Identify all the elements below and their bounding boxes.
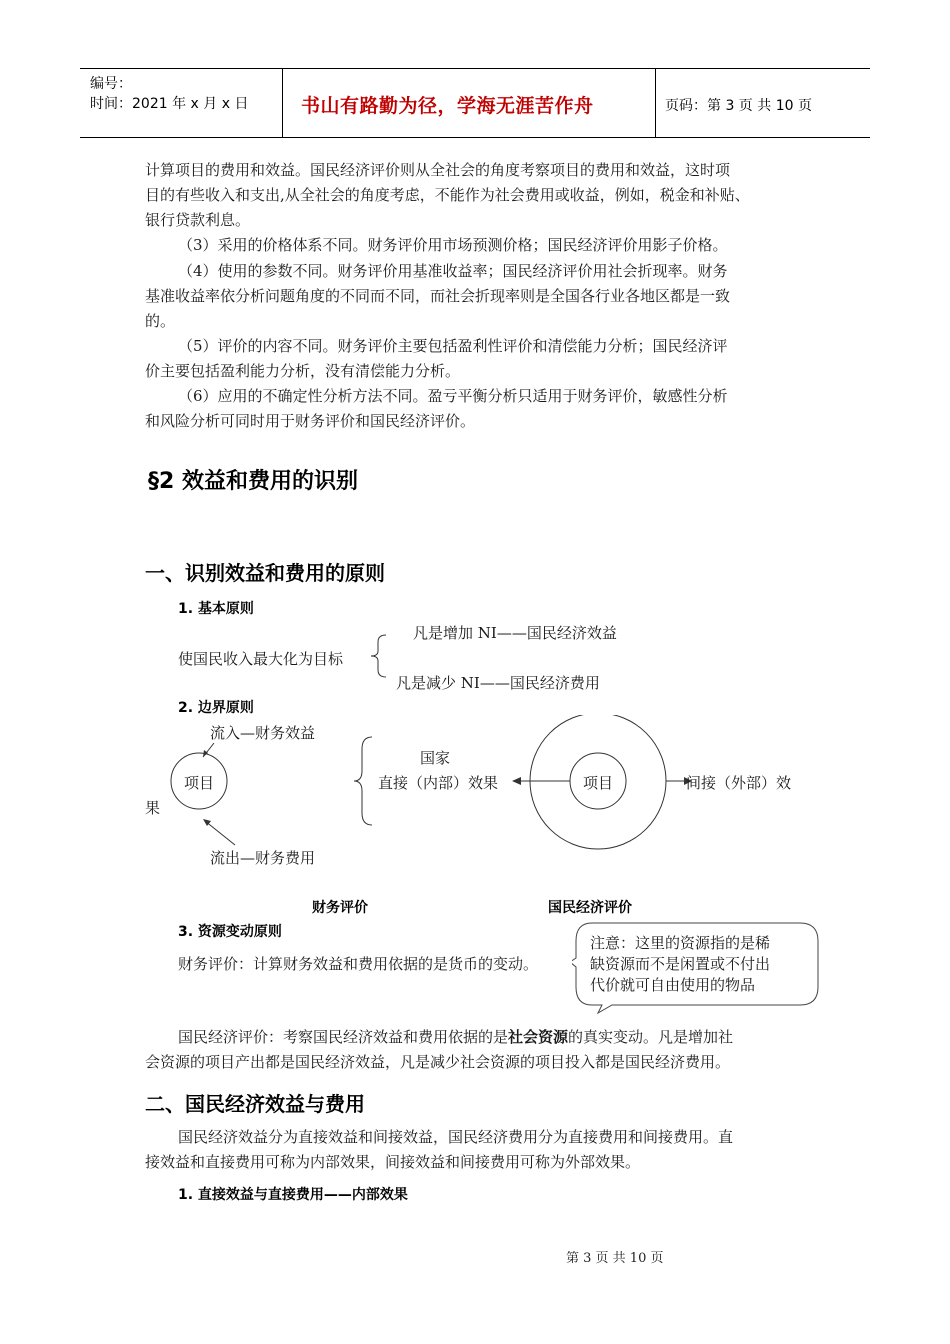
- project-label: 项目: [184, 774, 215, 792]
- note-line: 代价就可自由使用的物品: [590, 976, 756, 994]
- paragraph-line: 基准收益率依分析问题角度的不同而不同，而社会折现率则是全国各行业各地区都是一致: [145, 287, 731, 305]
- item-title: 1. 直接效益与直接费用——内部效果: [178, 1187, 408, 1203]
- page-label: 页码：第 3 页 共 10 页: [665, 98, 812, 114]
- financial-text: 财务评价：计算财务效益和费用依据的是货币的变动。: [178, 955, 539, 973]
- branch-decrease: 凡是减少 NI——国民经济费用: [396, 674, 600, 692]
- motto-text: 书山有路勤为径，学海无涯苦作舟: [301, 95, 594, 117]
- paragraph-line: 价主要包括盈利能力分析，没有清偿能力分析。: [145, 362, 461, 380]
- time-label: 时间：2021 年 x 月 x 日: [90, 96, 249, 112]
- section-title: §2 效益和费用的识别: [148, 469, 358, 494]
- brace-icon: [354, 737, 372, 825]
- direct-effect-label: 直接（内部）效果: [378, 774, 499, 792]
- principle-title: 1. 基本原则: [178, 601, 254, 617]
- caption-financial: 财务评价: [312, 900, 368, 916]
- goal-label: 使国民收入最大化为目标: [178, 650, 344, 668]
- national-text-part: 的真实变动。凡是增加社: [568, 1028, 734, 1046]
- note-line: 缺资源而不是闲置或不付出: [590, 955, 771, 973]
- principle-title: 2. 边界原则: [178, 700, 254, 716]
- national-text-part: 国民经济评价：考察国民经济效益和费用依据的是: [178, 1028, 509, 1046]
- paragraph-line: 和风险分析可同时用于财务评价和国民经济评价。: [145, 412, 476, 430]
- arrow-icon: [512, 777, 521, 785]
- outflow-label: 流出—财务费用: [210, 849, 316, 867]
- paragraph-line: 的。: [145, 312, 176, 330]
- paragraph-line: （3）采用的价格体系不同。财务评价用市场预测价格；国民经济评价用影子价格。: [178, 236, 728, 254]
- page-footer: 第 3 页 共 10 页: [566, 1251, 664, 1266]
- national-text: [178, 1025, 733, 1050]
- country-label: 国家: [420, 749, 451, 767]
- project-label: 项目: [583, 774, 614, 792]
- paragraph-line: 接效益和直接费用可称为内部效果，间接效益和间接费用可称为外部效果。: [145, 1153, 641, 1171]
- paragraph-line: （5）评价的内容不同。财务评价主要包括盈利性评价和清偿能力分析；国民经济评: [178, 337, 728, 355]
- national-text-line: 会资源的项目产出都是国民经济效益，凡是减少社会资源的项目投入都是国民经济费用。: [145, 1053, 731, 1071]
- paragraph-line: （6）应用的不确定性分析方法不同。盈亏平衡分析只适用于财务评价，敏感性分析: [178, 387, 728, 405]
- social-resource-emphasis: 社会资源: [508, 1028, 569, 1046]
- number-label: 编号：: [90, 76, 132, 92]
- motto-cell: [282, 69, 656, 137]
- subsection-title: 一、识别效益和费用的原则: [145, 561, 385, 585]
- caption-national: 国民经济评价: [548, 900, 632, 916]
- paragraph-line: 计算项目的费用和效益。国民经济评价则从全社会的角度考察项目的费用和效益，这时项: [145, 161, 731, 179]
- paragraph-line: 银行贷款利息。: [145, 211, 251, 229]
- subsection-title: 二、国民经济效益与费用: [145, 1092, 365, 1116]
- wrapped-char: 果: [145, 799, 161, 817]
- note-line: 注意：这里的资源指的是稀: [590, 934, 771, 952]
- page-header: [80, 68, 870, 138]
- indirect-effect-label: 间接（外部）效: [686, 774, 792, 792]
- paragraph-line: 国民经济效益分为直接效益和间接效益，国民经济费用分为直接费用和间接费用。直: [178, 1128, 734, 1146]
- inflow-label: 流入—财务效益: [210, 724, 316, 742]
- branch-increase: 凡是增加 NI——国民经济效益: [413, 624, 617, 642]
- brace-icon: [368, 634, 388, 678]
- paragraph-line: 目的有些收入和支出,从全社会的角度考虑，不能作为社会费用或收益，例如，税金和补贴、: [145, 186, 750, 204]
- principle-title: 3. 资源变动原则: [178, 924, 282, 940]
- paragraph-line: （4）使用的参数不同。财务评价用基准收益率；国民经济评价用社会折现率。财务: [178, 262, 728, 280]
